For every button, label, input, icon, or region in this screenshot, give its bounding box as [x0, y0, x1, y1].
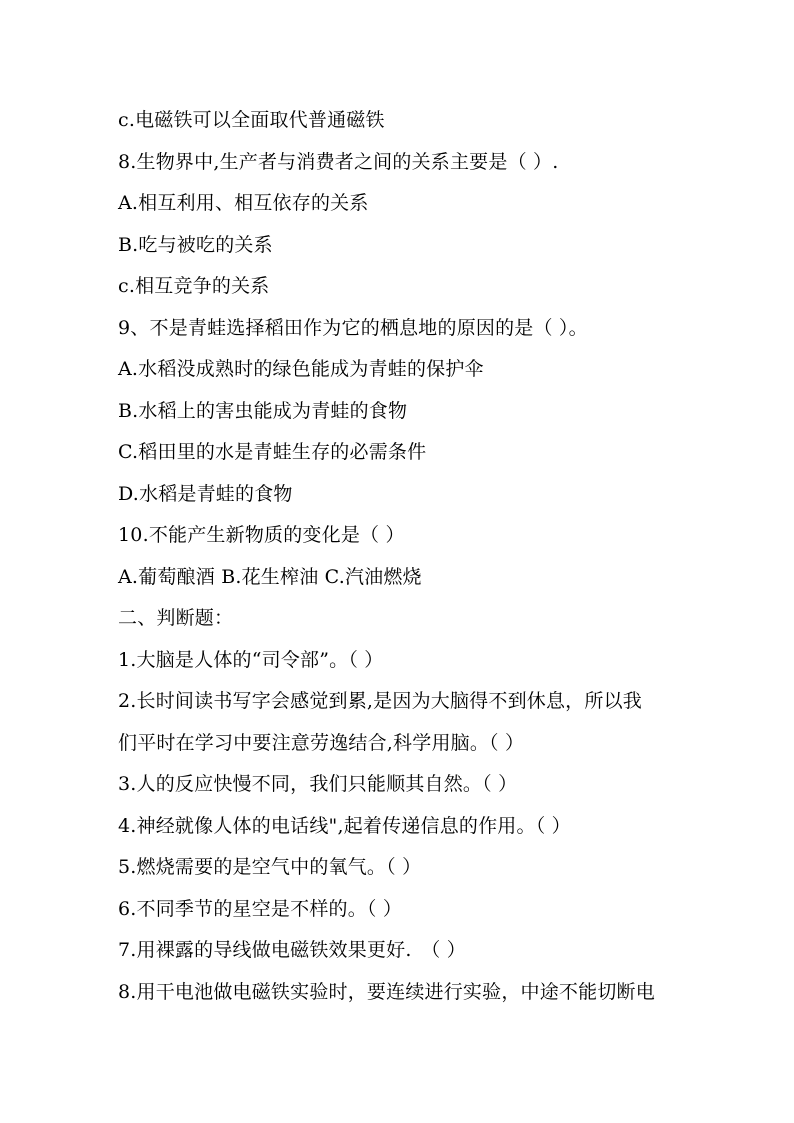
question-9-option-d: D.水稻是青蛙的食物: [118, 482, 293, 505]
question-8-option-a: A.相互利用、相互依存的关系: [118, 192, 369, 214]
question-9: 9、不是青蛙选择稻田作为它的栖息地的原因的是（ ）。: [118, 316, 588, 339]
judgment-7: 7.用裸露的导线做电磁铁效果更好. （ ）: [118, 939, 466, 961]
judgment-8: 8.用干电池做电磁铁实验时，要连续进行实验，中途不能切断电: [118, 980, 655, 1003]
question-10-options: A.葡萄酿酒 B.花生榨油 C.汽油燃烧: [118, 565, 422, 588]
judgment-2-continued: 们平时在学习中要注意劳逸结合,科学用脑。（ ）: [118, 731, 525, 754]
question-8-option-b: B.吃与被吃的关系: [118, 233, 273, 256]
question-8: 8.生物界中,生产者与消费者之间的关系主要是（ ）.: [118, 150, 559, 173]
judgment-5: 5.燃烧需要的是空气中的氧气。（ ）: [118, 856, 422, 878]
question-10: 10.不能产生新物质的变化是（ ）: [118, 524, 405, 546]
text-line: c.电磁铁可以全面取代普通磁铁: [118, 109, 385, 131]
document-page: [118, 100, 718, 1013]
judgment-3: 3.人的反应快慢不同，我们只能顺其自然。（ ）: [118, 773, 518, 795]
question-8-option-c: c.相互竞争的关系: [118, 275, 270, 297]
question-9-option-b: B.水稻上的害虫能成为青蛙的食物: [118, 399, 408, 422]
judgment-2: 2.长时间读书写字会感觉到累,是因为大脑得不到休息，所以我: [118, 690, 642, 712]
judgment-1: 1.大脑是人体的“司令部”。（ ）: [118, 648, 384, 671]
question-9-option-a: A.水稻没成熟时的绿色能成为青蛙的保护伞: [118, 358, 484, 380]
judgment-4: 4.神经就像人体的电话线",起着传递信息的作用。（ ）: [118, 814, 571, 837]
section-heading-judgment: 二、判断题：: [118, 607, 234, 629]
judgment-6: 6.不同季节的星空是不样的。（ ）: [118, 897, 403, 920]
question-9-option-c: C.稻田里的水是青蛙生存的必需条件: [118, 441, 427, 463]
